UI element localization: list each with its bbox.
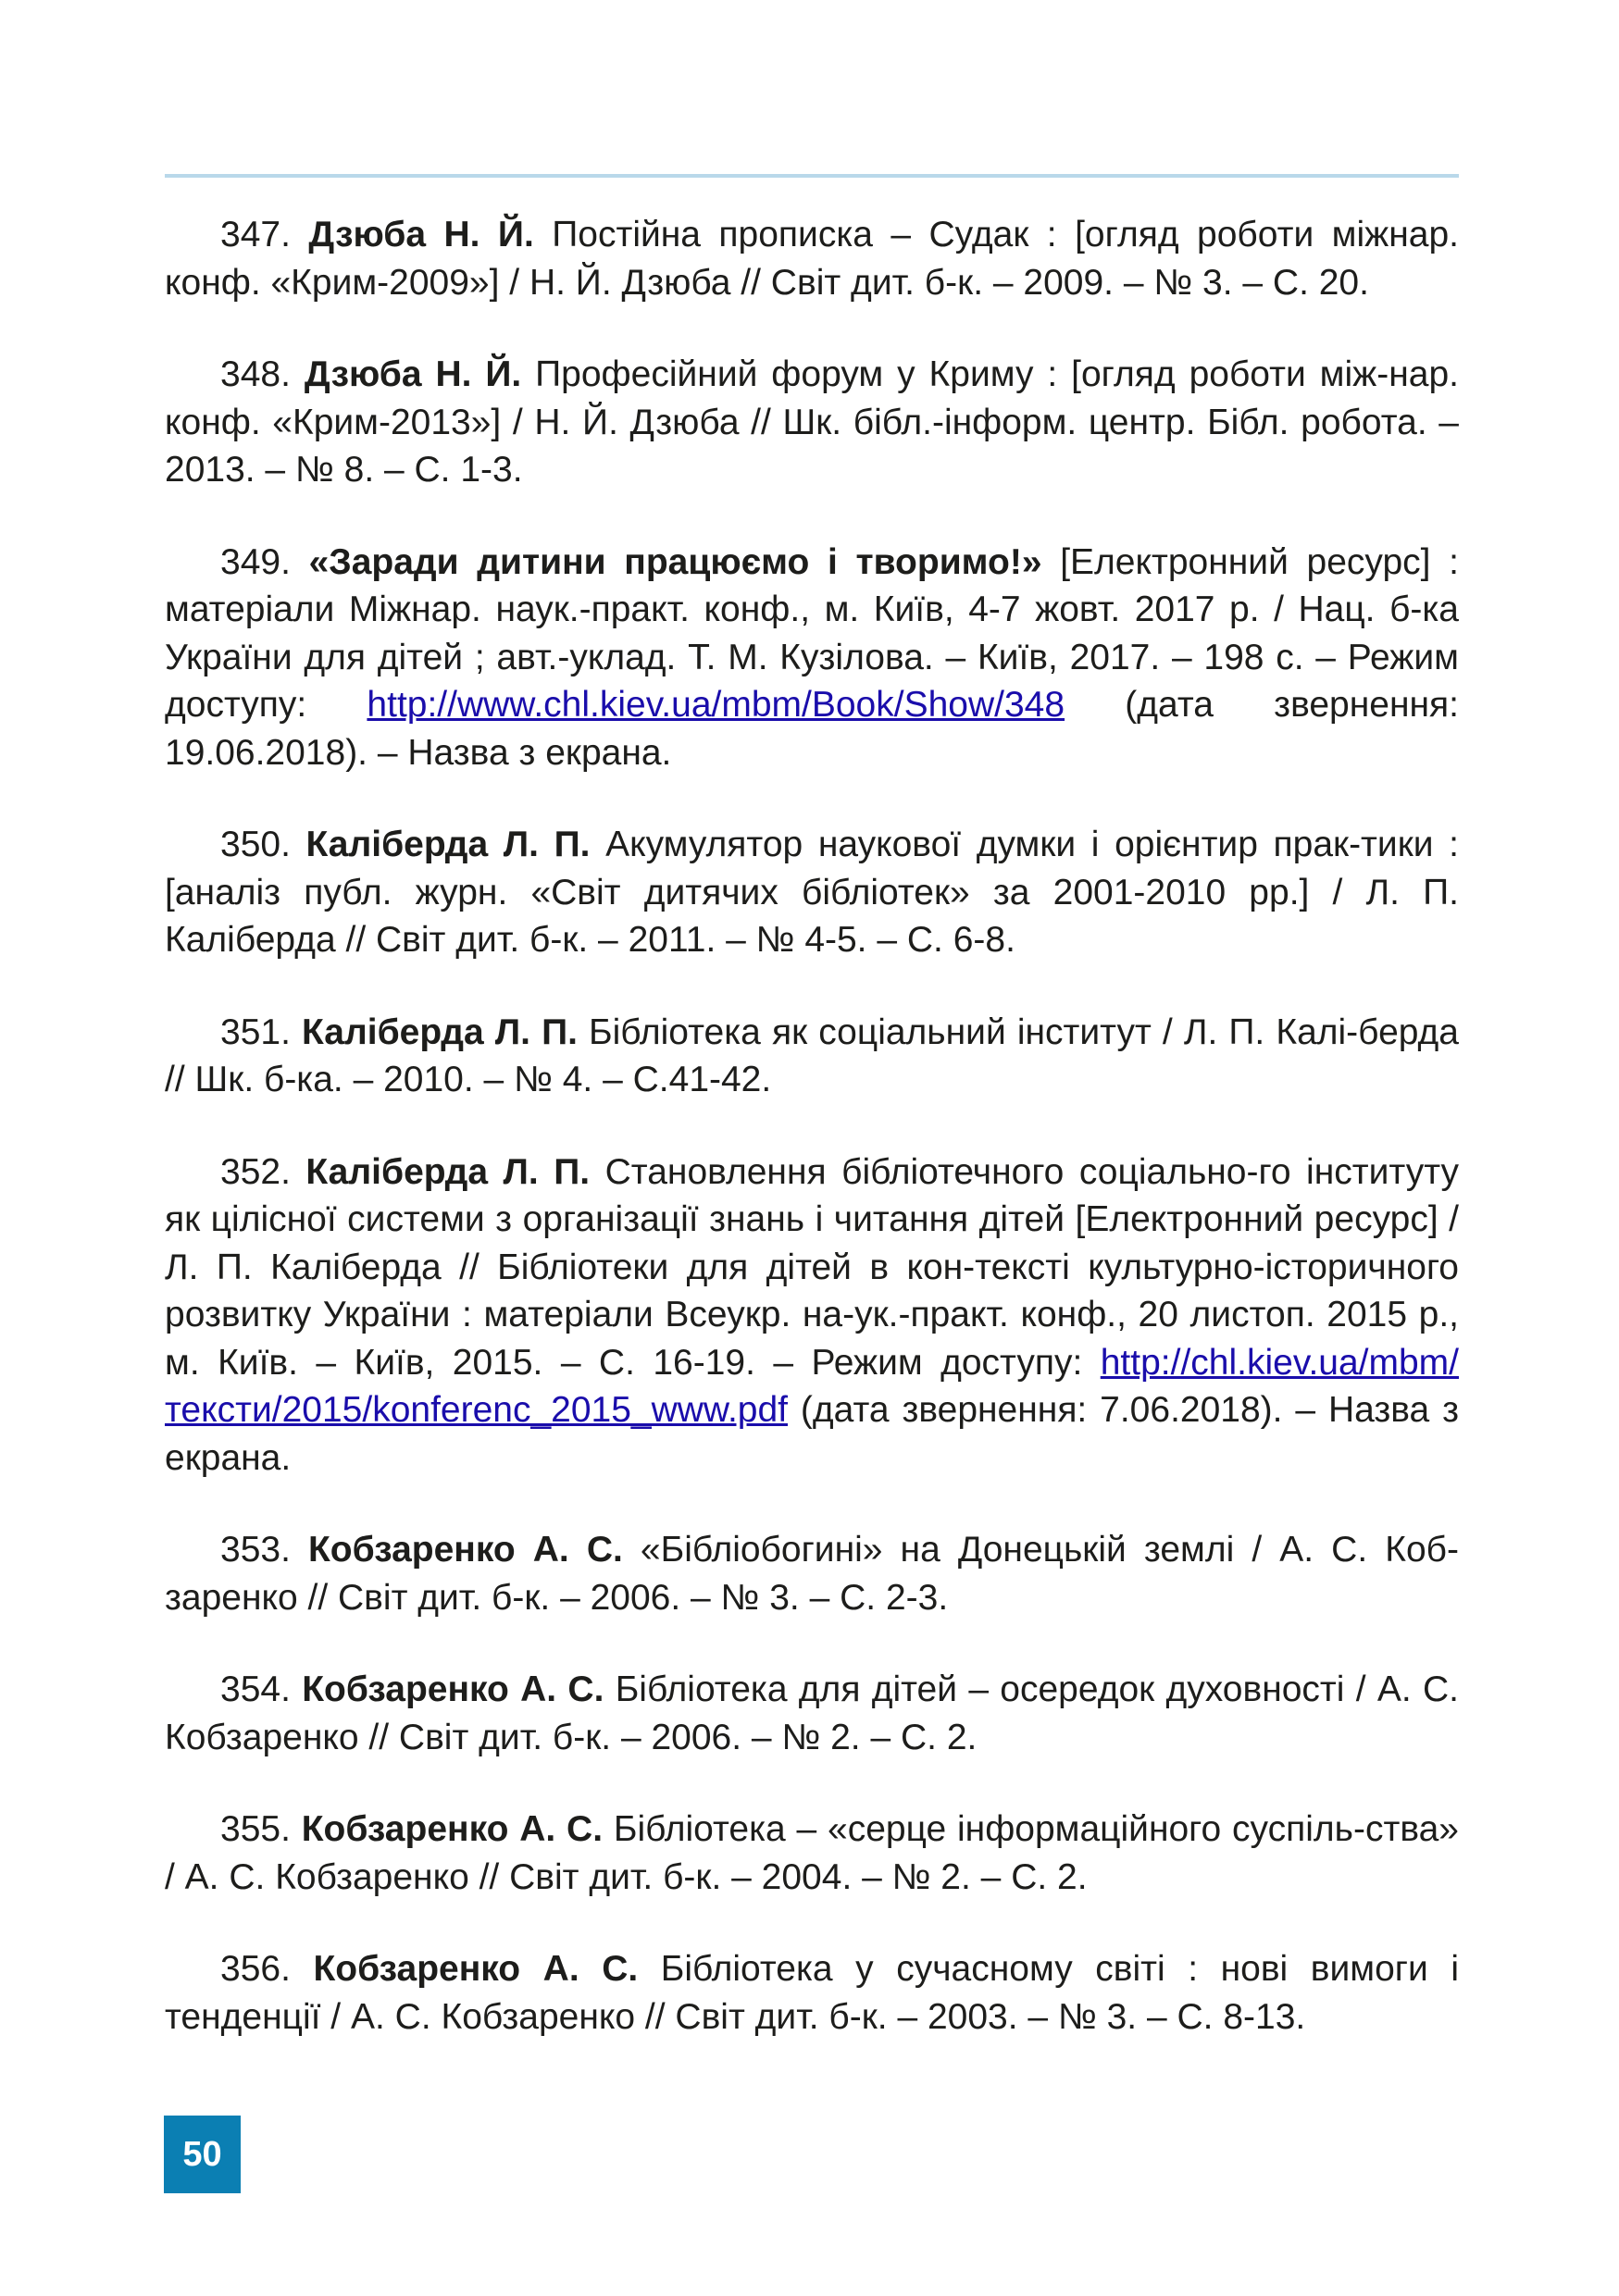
entry-link[interactable]: http://www.chl.kiev.ua/mbm/Book/Show/348 xyxy=(367,685,1065,725)
bibliography-entry xyxy=(165,1806,1459,1901)
bibliography-entry xyxy=(165,539,1459,777)
entry-text: Бібліотека для дітей – осередок духовності / А. С. Кобзаренко // Світ дит. б-к. – 2006. – № 2. – С. 2. xyxy=(165,1669,1459,1757)
bibliography-entry xyxy=(165,351,1459,494)
entry-author: Кобзаренко А. С. xyxy=(313,1949,639,1989)
entry-author: Дзюба Н. Й. xyxy=(304,354,522,394)
entry-author: Каліберда Л. П. xyxy=(305,825,591,864)
entry-title: «Заради дитини працюємо і творимо!» xyxy=(308,541,1042,582)
entry-text-after: (дата звернення: 7.06.2018). – Назва з екрана. xyxy=(165,1390,1459,1478)
entry-author: Дзюба Н. Й. xyxy=(308,215,534,254)
entry-number: 350. xyxy=(220,825,306,864)
entry-text: Акумулятор наукової думки і орієнтир прак-тики : [аналіз публ. журн. «Світ дитячих бібліотек» за 2001-2010 рр.] / Л. П. Каліберда // Світ дит. б-к. – 2011. – № 4-5. – С. 6-8. xyxy=(165,825,1459,960)
entry-text: «Бібліобогині» на Донецькій землі / А. С. Коб-заренко // Світ дит. б-к. – 2006. – № 3. – С. 2-3. xyxy=(165,1530,1459,1618)
bibliography-entry xyxy=(165,1526,1459,1621)
entry-number: 349. xyxy=(220,541,309,582)
entry-number: 352. xyxy=(220,1151,306,1192)
entry-number: 355. xyxy=(220,1809,302,1849)
bibliography-entry xyxy=(165,821,1459,964)
bibliography-entry xyxy=(165,1945,1459,2041)
entry-number: 354. xyxy=(220,1669,303,1709)
entry-number: 351. xyxy=(220,1011,303,1052)
bibliography-entry xyxy=(165,1148,1459,1483)
entry-text: Постійна прописка – Судак : [огляд роботи міжнар. конф. «Крим-2009»] / Н. Й. Дзюба // Світ дит. б-к. – 2009. – № 3. – С. 20. xyxy=(165,215,1459,303)
entry-author: Кобзаренко А. С. xyxy=(302,1669,604,1709)
entry-author: Каліберда Л. П. xyxy=(305,1151,591,1192)
entry-text-after: (дата звернення: 19.06.2018). – Назва з екрана. xyxy=(165,685,1459,773)
bibliography-entry xyxy=(165,1666,1459,1761)
entry-author: Каліберда Л. П. xyxy=(302,1011,578,1052)
entry-number: 356. xyxy=(220,1949,314,1989)
entry-number: 347. xyxy=(220,215,309,254)
bibliography-list xyxy=(165,211,1459,2085)
entry-author: Кобзаренко А. С. xyxy=(308,1530,623,1570)
entry-text: [Електронний ресурс] : матеріали Міжнар. наук.-практ. конф., м. Київ, 4-7 жовт. 2017 р. / Нац. б-ка України для дітей ; авт.-уклад. Т. М. Кузілова. – Київ, 2017. – 198 с. – Режим доступу: xyxy=(165,541,1460,725)
entry-text: Бібліотека – «серце інформаційного суспіль-ства» / А. С. Кобзаренко // Світ дит. б-к. – 2004. – № 2. – С. 2. xyxy=(165,1809,1459,1897)
bibliography-entry xyxy=(165,1009,1459,1104)
bibliography-entry xyxy=(165,211,1459,306)
entry-text: Становлення бібліотечного соціально-го інституту як цілісної системи з організації знань і читання дітей [Електронний ресурс] / Л. П. Каліберда // Бібліотеки для дітей в кон-тексті культурно-історичного розвитку України : матеріали Всеукр. на-ук.-практ. конф., 20 листоп. 2015 р., м. Київ. – Київ, 2015. – С. 16-19. – Режим доступу: xyxy=(165,1151,1459,1383)
entry-text: Бібліотека у сучасному світі : нові вимоги і тенденції / А. С. Кобзаренко // Світ дит. б-к. – 2003. – № 3. – С. 8-13. xyxy=(165,1949,1459,2037)
entry-text: Бібліотека як соціальний інститут / Л. П. Калі-берда // Шк. б-ка. – 2010. – № 4. – С.41-42. xyxy=(165,1011,1459,1099)
header-rule xyxy=(165,174,1459,178)
entry-number: 353. xyxy=(220,1530,308,1570)
entry-number: 348. xyxy=(220,354,305,394)
entry-link[interactable]: http://chl.kiev.ua/mbm/тексти/2015/konferenc_2015_www.pdf xyxy=(165,1342,1459,1430)
page-number: 50 xyxy=(164,2116,241,2193)
entry-author: Кобзаренко А. С. xyxy=(301,1809,604,1849)
entry-text: Професійний форум у Криму : [огляд роботи між-нар. конф. «Крим-2013»] / Н. Й. Дзюба // Шк. бібл.-інформ. центр. Бібл. робота. – 2013. – № 8. – С. 1-3. xyxy=(165,354,1459,490)
